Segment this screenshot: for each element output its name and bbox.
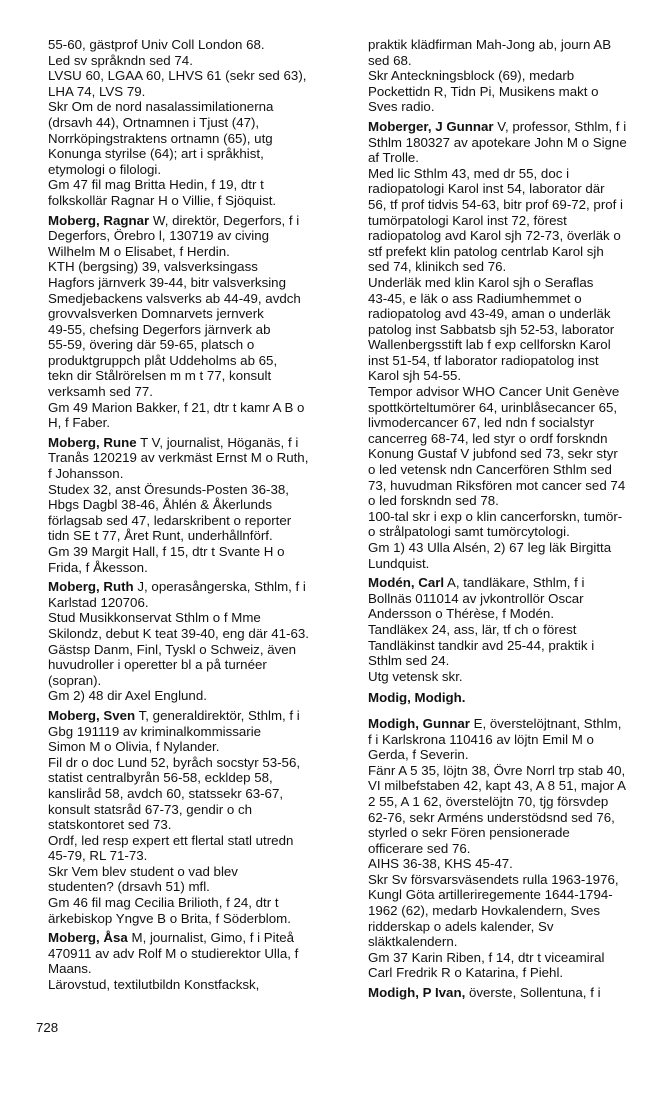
entry-continuation [48,37,346,209]
entry-moberg-asa [48,930,346,992]
entry-text: 55-60, gästprof Univ Coll London 68. Led sv språkndn sed 74. LVSU 60, LGAA 60, LHVS 61 (sekr sed 63), LHA 74, LVS 79. Skr Om de nord nasalassimilationerna (drsavh 44), Ortnamnen i Tjust (47), Norrköpingstraktens ortnamn (65), utg Konunga styrilse (64); art i språkhist, etymologi o filologi. Gm 47 fil mag Britta Hedin, f 19, dtr t folkskollär Ragnar H o Villie, f Sjöquist. [48,37,307,208]
entry-text: praktik klädfirman Mah-Jong ab, journ AB sed 68. Skr Anteckningsblock (69), medarb Pockettidn R, Tidn Pi, Musikens makt o Sves radio. [368,37,612,115]
entry-text: J, operasångerska, Sthlm, f i Karlstad 120706. Stud Musikkonservat Sthlm o f Mme Skilondz, debut K teat 39-40, eng där 41-63. Gästsp Danm, Finl, Tyskl o Schweiz, även huvudroller i operetter bl a på turnéer (sopran). Gm 2) 48 dir Axel Englund. [48,579,309,704]
left-column [48,37,346,997]
entry-name: Modigh, Gunnar [368,715,470,731]
entry-modigh-gunnar [368,716,660,981]
entry-text: E, överstelöjtnant, Sthlm, f i Karlskrona 110416 av löjtn Emil M o Gerda, f Severin. Fänr A 5 35, löjtn 38, Övre Norrl trp stab 40, VI milbefstaben 42, kapt 43, A 8 51, major A 2 55, A 1 62, överstelöjtn 70, tjg försvdep 62-76, sekr Arméns understödsnd sed 76, styrled o sekr Fören pensionerade officerare sed 76. AIHS 36-38, KHS 45-47. Skr Sv försvarsväsendets rulla 1963-1976, Kungl Göta artilleriregemente 1644-1794- 1962 (62), medarb Hovkalendern, Sves ridderskap o adels kalender, Sv släktkalendern. Gm 37 Karin Riben, f 14, dtr t viceamiral Carl Fredrik R o Katarina, f Piehl. [368,715,626,981]
entry-name: Moberg, Sven [48,707,136,723]
entry-moberg-ragnar [48,213,346,431]
entry-text: V, professor, Sthlm, f i Sthlm 180327 av apotekare John M o Signe af Trolle. Med lic Sthlm 43, med dr 55, doc i radiopatologi Karol inst 54, laborator där 56, tf prof tidvis 54-63, bitr prof 69-72, prof i tumörpatologi Karol inst 72, förest radiopatolog avd Karol sjh 72-73, överläk o stf prefekt klin patolog centrlab Karol sjh sed 74, klinikch sed 76. Underläk med klin Karol sjh o Seraflas 43-45, e läk o ass Radiumhemmet o radiopatolog avd 43-49, aman o underläk patolog inst Sabbatsb sjh 52-53, laborator Wallenbergsstift lab f exp cellforskn Karol inst 51-54, tf laborator radiopatolog inst Karol sjh 54-55. Tempor advisor WHO Cancer Unit Genève spottkörteltumörer 64, urinblåsecancer 65, livmodercancer 67, led ndn f socialstyr cancerreg 68-74, led styr o ordf forskndn Konung Gustaf V jubfond sed 73, sekr styr o led vetensk ndn Cancerfören Sthlm sed 73, huvudman Riksfören mot cancer sed 74 o led forskndn sed 78. 100-tal skr i exp o klin cancerforskn, tumör- o strålpatologi samt tumörcytologi. Gm 1) 43 Ulla Alsén, 2) 67 leg läk Birgitta Lundquist. [368,118,627,571]
entry-name: Moberger, J Gunnar [368,118,494,134]
entry-name: Modén, Carl [368,575,445,591]
entry-text: M, journalist, Gimo, f i Piteå 470911 av adv Rolf M o studierektor Ulla, f Maans. Lärovstud, textilutbildn Konstfacksk, [48,930,299,993]
entry-text: T, generaldirektör, Sthlm, f i Gbg 191119 av kriminalkommissarie Simon M o Olivia, f Nylander. Fil dr o doc Lund 52, byråch socstyr 53-56, statist centralbyrån 56-58, eckldep 58, kansliråd 58, avdch 60, statssekr 63-67, konsult statsråd 67-73, gendir o ch statskontoret sed 73. Ordf, led resp expert ett flertal statl utredn 45-79, RL 71-73. Skr Vem blev student o vad blev studenten? (drsavh 51) mfl. Gm 46 fil mag Cecilia Brilioth, f 24, dtr t ärkebiskop Yngve B o Brita, f Söderblom. [48,707,301,926]
entry-moden-carl [368,575,660,684]
entry-text: överste, Sollentuna, f i [465,985,601,1001]
entry-name: Modigh, P Ivan, [368,985,466,1001]
entry-text: T V, journalist, Höganäs, f i Tranås 120219 av verkmäst Ernst M o Ruth, f Johansson. Studex 32, anst Öresunds-Posten 36-38, Hbgs Dagbl 38-46, Åhlén & Åkerlunds förlagsab sed 47, ledarskribent o reporter tidn SE t 77, Året Runt, underhållnförf. Gm 39 Margit Hall, f 15, dtr t Svante H o Frida, f Åkesson. [48,434,309,575]
entry-name: Moberg, Åsa [48,930,128,946]
entry-moberg-rune [48,435,346,575]
entry-moberg-ruth [48,579,346,704]
family-heading: Modig, Modigh. [368,690,466,706]
entry-text: W, direktör, Degerfors, f i Degerfors, Örebro l, 130719 av civing Wilhelm M o Elisabet, f Herdin. KTH (bergsing) 39, valsverksingass Hagfors järnverk 39-44, bitr valsverksing Smedjebackens valsverks ab 44-49, avdch grovvalsverken Domnarvets jernverk 49-55, chefsing Degerfors järnverk ab 55-59, övering där 59-65, platsch o produktgruppch plåt Uddeholms ab 65, tekn dir Stålrörelsen m m t 77, konsult verksamh sed 77. Gm 49 Marion Bakker, f 21, dtr t kamr A B o H, f Faber. [48,212,305,431]
entry-modigh-ivan [368,985,660,1001]
entry-moberg-sven [48,708,346,926]
page-number: 728 [36,1020,59,1035]
entry-name: Moberg, Rune [48,434,137,450]
entry-name: Moberg, Ruth [48,579,134,595]
entry-text: A, tandläkare, Sthlm, f i Bollnäs 011014 av jvkontrollör Oscar Andersson o Thérèse, f Modén. Tandläkex 24, ass, lär, tf ch o förest Tandläkinst tandkir avd 25-44, praktik i Sthlm sed 24. Utg vetensk skr. [368,575,595,684]
entry-name: Moberg, Ragnar [48,212,150,228]
right-column [368,37,660,1005]
entry-moberger-gunnar [368,119,660,571]
entry-continuation [368,37,660,115]
